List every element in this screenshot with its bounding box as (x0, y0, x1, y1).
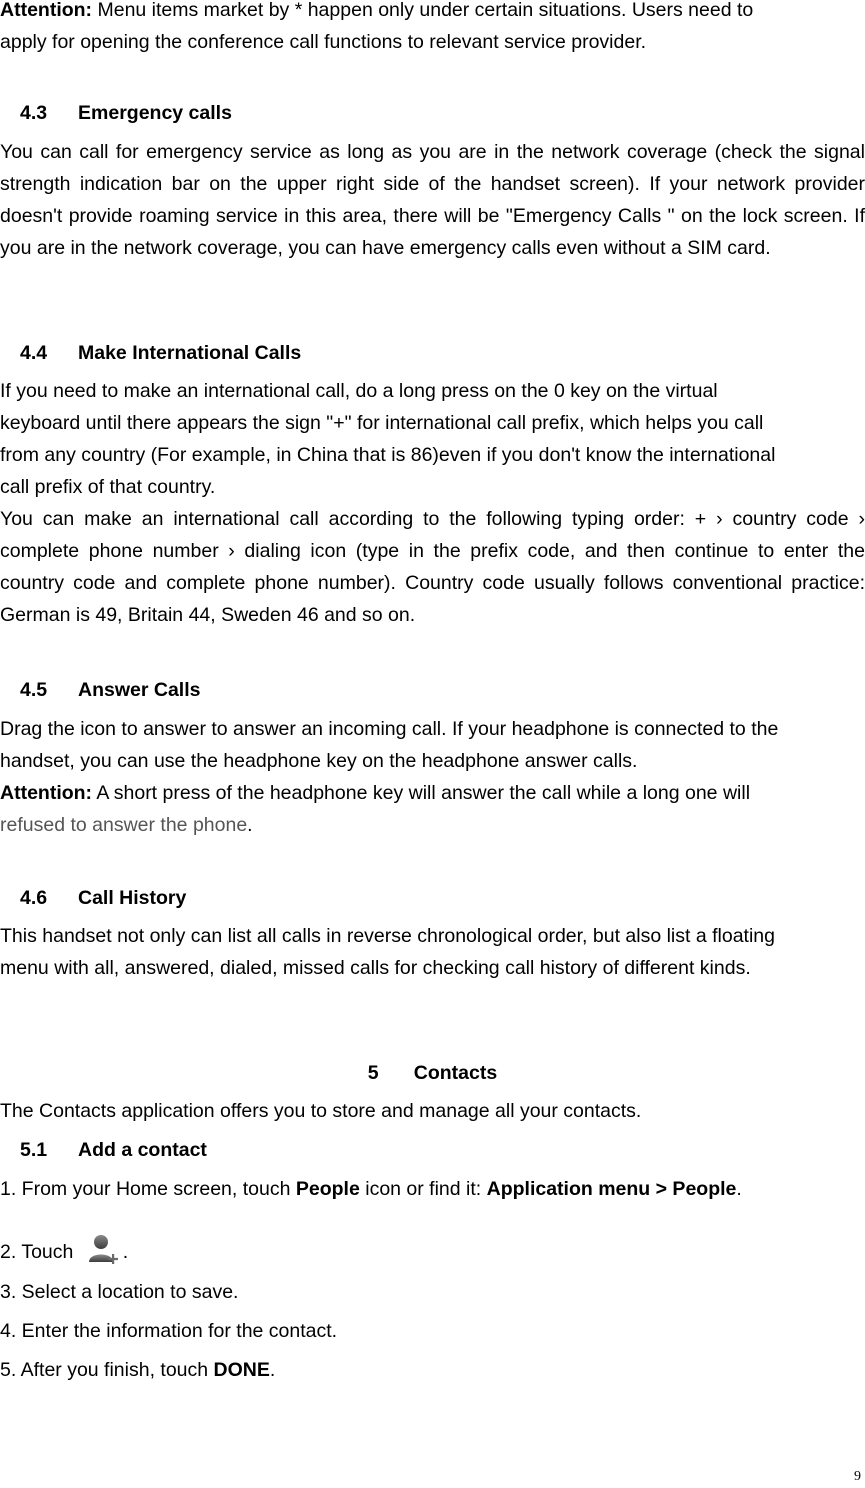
text-line: from any country (For example, in China that is 86)even if you don't know the international (0, 444, 776, 466)
heading-4-5: 4.5 Answer Calls (20, 679, 201, 701)
intro-line-1: Attention: Menu items market by * happen only under certain situations. Users need to (0, 0, 754, 21)
add-contact-icon (87, 1232, 121, 1266)
page-number: 9 (854, 1469, 861, 1484)
text-line: keyboard until there appears the sign "+" for international call prefix, which helps you call (0, 412, 764, 434)
attention-label: Attention: (0, 0, 93, 21)
add-contact-step-1: 1. From your Home screen, touch People icon or find it: Application menu > People. (0, 1178, 742, 1200)
call-history-paragraph (0, 920, 865, 984)
text-line: menu with all, answered, dialed, missed calls for checking call history of different kinds. (0, 957, 751, 979)
international-calls-paragraph-2: You can make an international call according to the following typing order: + › country code › complete phone number › dialing icon (type in the prefix code, and then continue to enter the country code and complete phone number). Country code usually follows conventional practice: German is 49, Britain 44, Sweden 46 and so on. (0, 508, 865, 626)
emergency-calls-paragraph: You can call for emergency service as long as you are in the network coverage (check the signal strength indication bar on the upper right side of the handset screen). If your network provider doesn't provide roaming service in this area, there will be "Emergency Calls " on the lock screen. If you are in the network coverage, you can have emergency calls even without a SIM card. (0, 141, 865, 259)
text-line: This handset not only can list all calls in reverse chronological order, but also list a floating (0, 925, 775, 947)
answer-attention-line-2: refused to answer the phone. (0, 814, 253, 836)
add-contact-step-2: 2. Touch . (0, 1232, 865, 1268)
heading-5: 5 Contacts (367, 1062, 498, 1084)
intro-attention (0, 0, 865, 58)
text-line: If you need to make an international call, do a long press on the 0 key on the virtual (0, 380, 718, 402)
answer-attention-line: Attention: A short press of the headphone key will answer the call while a long one will (0, 782, 751, 804)
contacts-intro: The Contacts application offers you to store and manage all your contacts. (0, 1100, 642, 1122)
add-contact-step-5: 5. After you finish, touch DONE. (0, 1359, 276, 1381)
heading-4-4: 4.4 Make International Calls (20, 342, 302, 364)
heading-4-3: 4.3 Emergency calls (20, 102, 232, 124)
heading-4-6: 4.6 Call History (20, 887, 187, 909)
heading-5-1: 5.1 Add a contact (20, 1139, 207, 1161)
add-contact-step-3: 3. Select a location to save. (0, 1281, 239, 1303)
text-line: call prefix of that country. (0, 476, 216, 498)
add-contact-step-4: 4. Enter the information for the contact. (0, 1320, 338, 1342)
intro-line-2: apply for opening the conference call functions to relevant service provider. (0, 31, 647, 53)
answer-calls-paragraph (0, 713, 865, 841)
text-line: handset, you can use the headphone key on the headphone answer calls. (0, 750, 638, 772)
text-line: Drag the icon to answer to answer an incoming call. If your headphone is connected to the (0, 718, 779, 740)
attention-label: Attention: (0, 782, 93, 804)
international-calls-paragraph-1 (0, 375, 865, 503)
